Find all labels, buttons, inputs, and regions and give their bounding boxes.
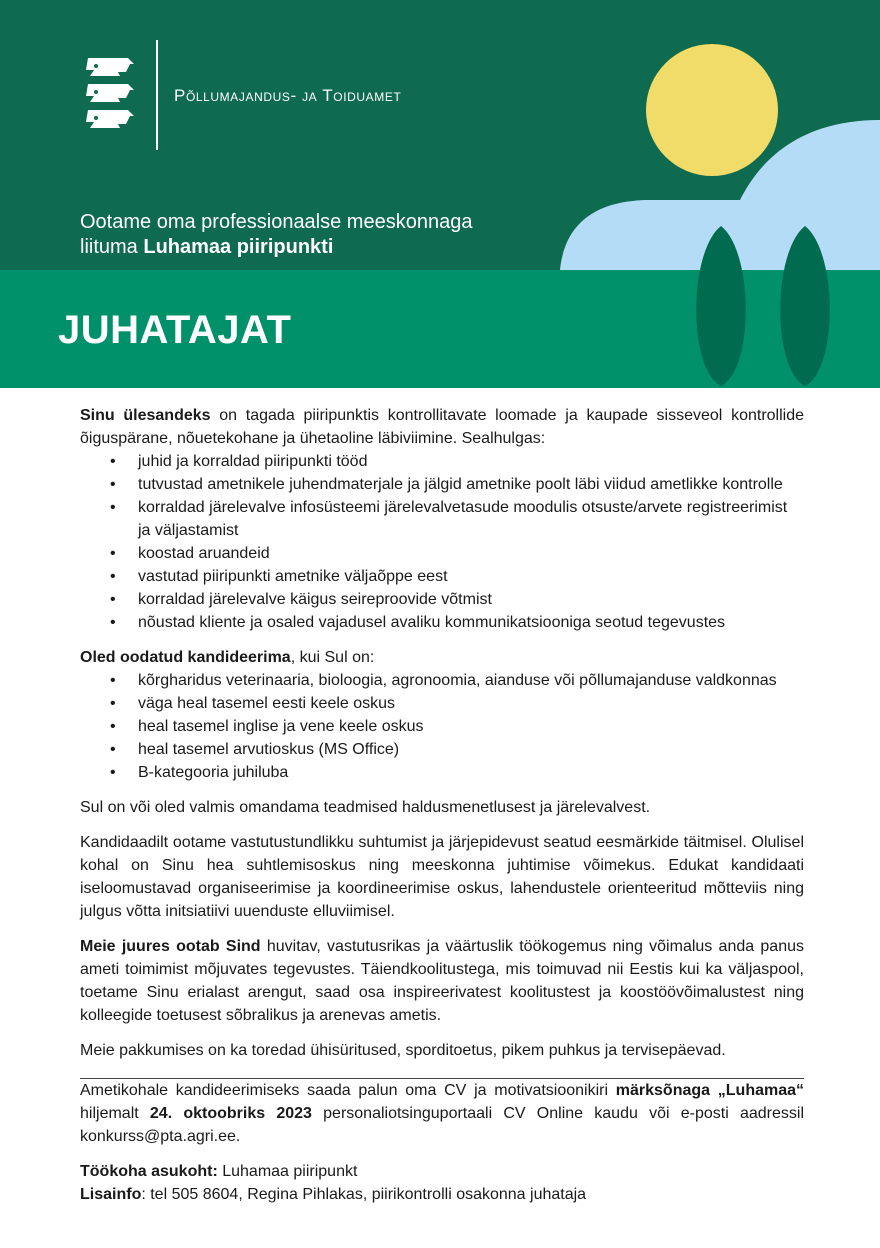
knowledge-paragraph: Sul on või oled valmis omandama teadmised haldusmenetlusest ja järelevalvest. — [80, 799, 651, 816]
tasks-list — [80, 450, 804, 634]
list-item: • kõrgharidus veterinaaria, bioloogia, agronoomia, aianduse või põllumajanduse valdkonnas — [138, 669, 804, 692]
offer-lead: Meie juures ootab Sind — [80, 938, 261, 955]
contact-line — [80, 1183, 804, 1206]
intro-line-2: liituma — [80, 236, 144, 258]
list-item: • korraldad järelevalve käigus seireproovide võtmist — [138, 588, 804, 611]
intro-location: Luhamaa piiripunkti — [143, 236, 334, 258]
list-item: • heal tasemel arvutioskus (MS Office) — [138, 738, 804, 761]
requirements-list — [80, 669, 804, 784]
location-value: Luhamaa piiripunkt — [217, 1163, 358, 1180]
job-description — [80, 404, 804, 1206]
application-keyword: märksõnaga „Luhamaa“ — [615, 1082, 805, 1099]
header-banner — [0, 0, 880, 388]
contact-label: Lisainfo — [80, 1186, 142, 1203]
sun-icon — [646, 44, 778, 176]
list-item: • väga heal tasemel eesti keele oskus — [138, 692, 804, 715]
position-title: JUHATAJAT — [58, 308, 292, 352]
requirements-lead-text: , kui Sul on: — [290, 649, 375, 666]
agency-name: Põllumajandus- ja Toiduamet — [174, 86, 402, 105]
tasks-lead-text: on tagada piiripunktis kontrollitavate loomade ja kaupade sisseveol kontrollide õiguspärane, nõuetekohane ja ühetaoline läbiviimine. Sealhulgas: — [80, 407, 805, 447]
offer-text: huvitav, vastutusrikas ja väärtuslik töökogemus ning võimalus anda panus ameti toimimist mõjuvates tegevustes. Täiendkoolitustega, mis toimuvad nii Eestis kui ka väljaspool, toetame Sinu erialast arengut, saad osa inspireerivatest koolitustest ja koostöövõimalustest ning kolleegide toetusest sõbralikus ja arenevas ametis. — [80, 938, 804, 1024]
contact-value: : tel 505 8604, Regina Pihlakas, piirikontrolli osakonna juhataja — [141, 1186, 587, 1203]
intro-line-1: Ootame oma professionaalse meeskonnaga — [80, 211, 473, 233]
location-line — [80, 1160, 804, 1183]
logo-divider — [156, 40, 158, 150]
list-item: • juhid ja korraldad piiripunkti tööd — [138, 450, 804, 473]
requirements-intro — [80, 646, 804, 669]
list-item: • tutvustad ametnikele juhendmaterjale ja jälgid ametnike poolt läbi viidud ametlikke kontrolle — [138, 473, 804, 496]
benefits-paragraph: Meie pakkumises on ka toredad ühisüritused, sporditoetus, pikem puhkus ja tervisepäevad. — [80, 1042, 726, 1059]
application-text-1: Ametikohale kandideerimiseks saada palun oma CV ja motivatsioonikiri — [80, 1082, 616, 1099]
list-item: • vastutad piiripunkti ametnike väljaõppe eest — [138, 565, 804, 588]
list-item: • korraldad järelevalve infosüsteemi järelevalvetasude moodulis otsuste/arvete registreerimist ja väljastamist — [138, 496, 804, 542]
application-deadline: 24. oktoobriks 2023 — [149, 1105, 312, 1122]
list-item: • koostad aruandeid — [138, 542, 804, 565]
list-item: • heal tasemel inglise ja vene keele oskus — [138, 715, 804, 738]
intro-text — [80, 210, 560, 260]
expectations-paragraph: Kandidaadilt ootame vastutustundlikku suhtumist ja järjepidevust seatud eesmärkide täitmisel. Olulisel kohal on Sinu hea suhtlemisoskus ning meeskonna juhtimise võimekus. Edukat kandidaati iseloomustavad organiseerimise ja koordineerimise oskus, lahendustele orienteeritud mõtteviis ning julgus võtta initsiatiivi uuenduste elluviimisel. — [80, 834, 804, 920]
application-paragraph — [80, 1079, 804, 1148]
application-text-2: hiljemalt — [80, 1105, 150, 1122]
tasks-intro — [80, 404, 804, 450]
location-label: Töökoha asukoht: — [80, 1163, 218, 1180]
application-text-3: personaliotsinguportaali CV Online kaudu või e-posti aadressil konkurss@pta.agri.ee. — [80, 1105, 804, 1145]
coat-of-arms-logo-icon — [84, 54, 140, 134]
list-item: • B-kategooria juhiluba — [138, 761, 804, 784]
tasks-lead: Sinu ülesandeks — [80, 407, 211, 424]
list-item: • nõustad kliente ja osaled vajadusel avaliku kommunikatsiooniga seotud tegevustes — [138, 611, 804, 634]
offer-paragraph — [80, 935, 804, 1027]
requirements-lead: Oled oodatud kandideerima — [80, 649, 291, 666]
